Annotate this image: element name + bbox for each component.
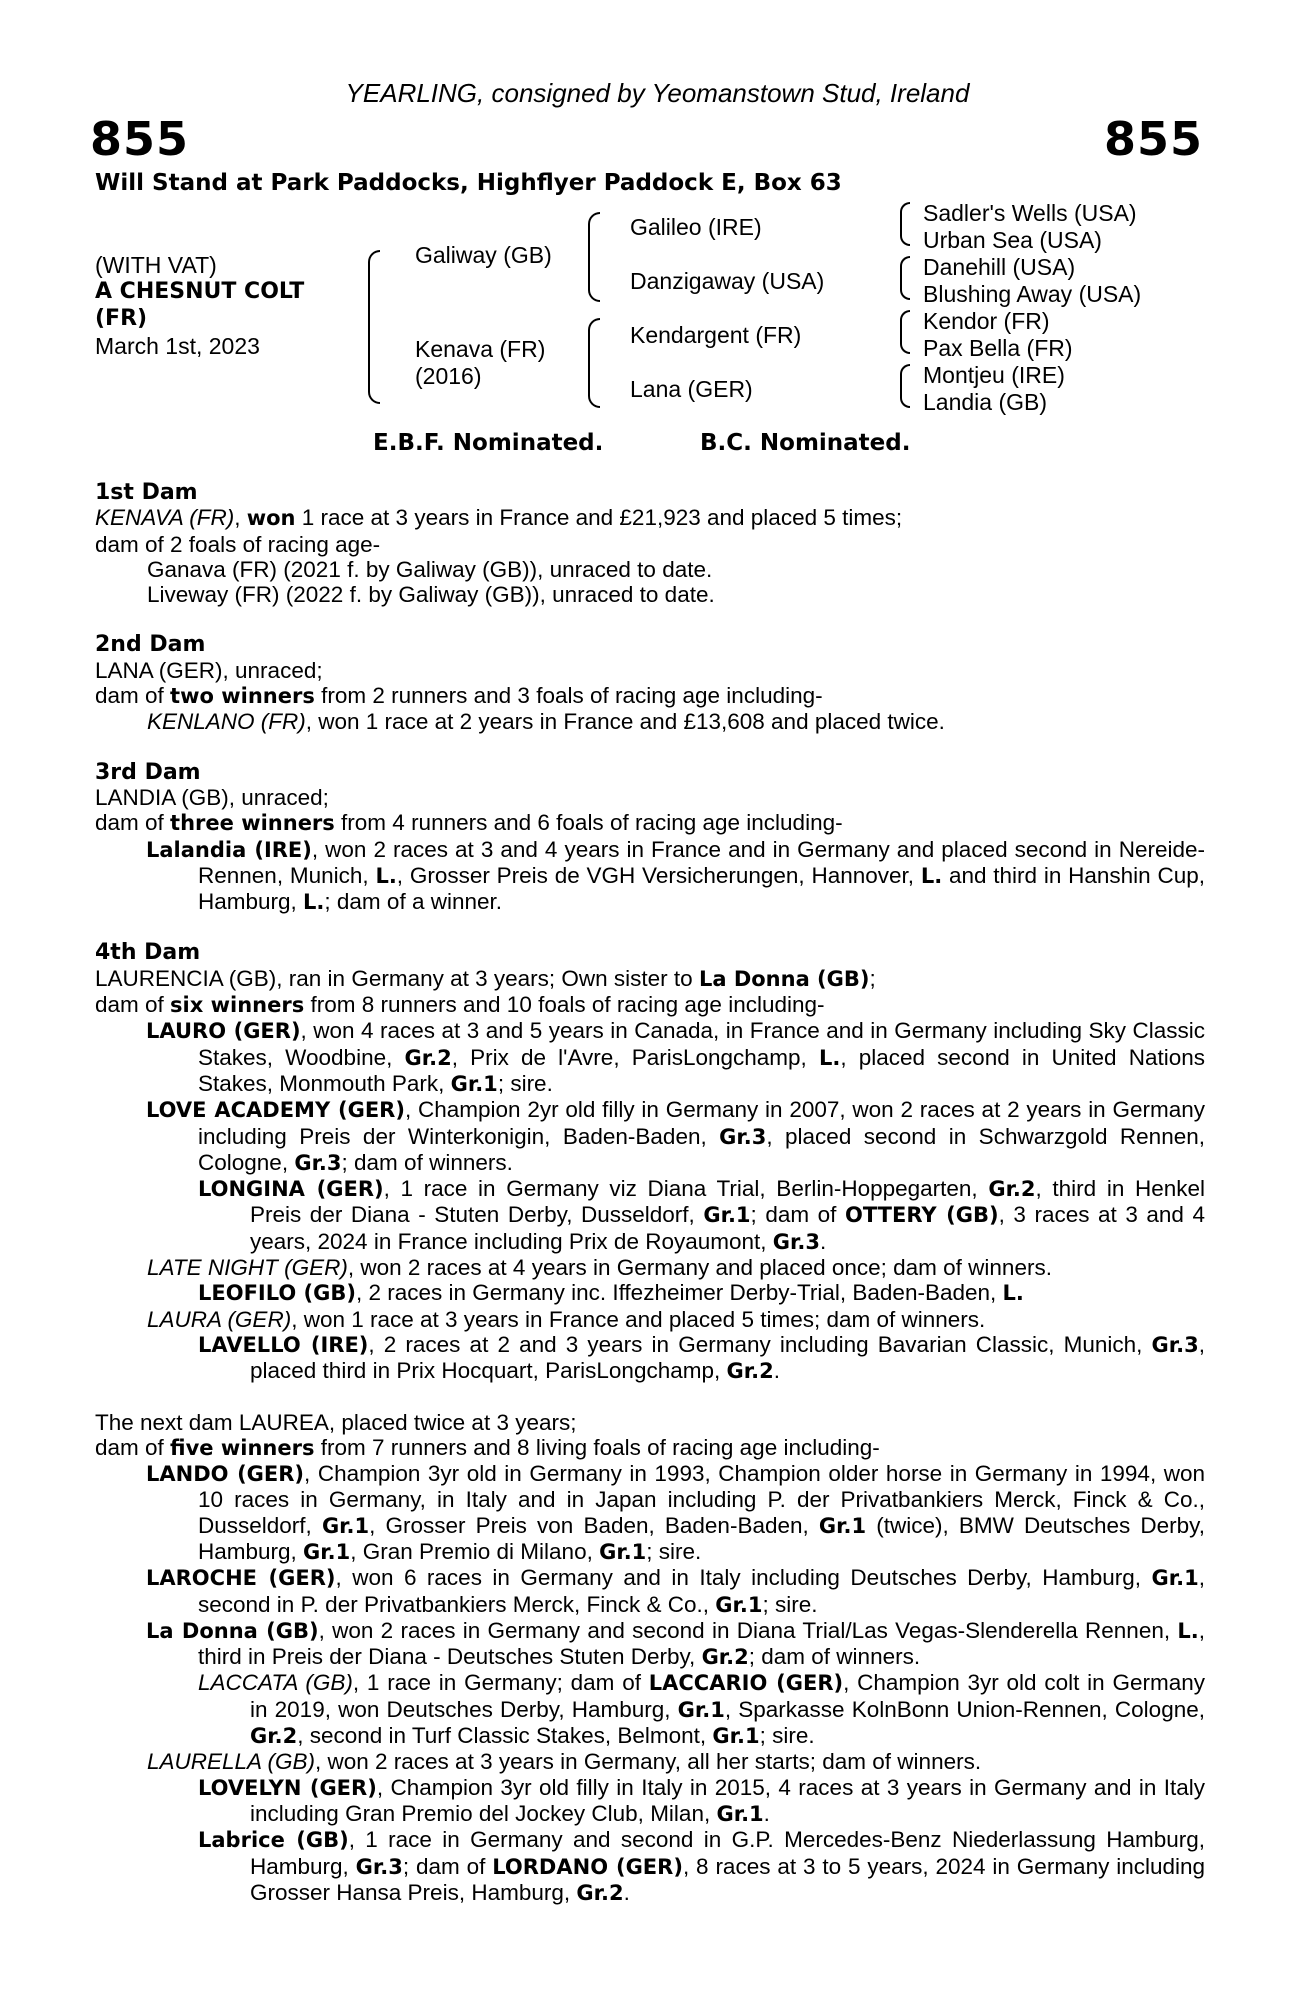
produce-entry: LACCATA (GB), 1 race in Germany; dam of LACCARIO (GER), Champion 3yr old colt in Germany in 2019, won Deutsches Derby, Hamburg, Gr.1, Sparkasse KolnBonn Union-Rennen, Cologne, Gr.2, second in Turf Classic Stakes, Belmont, Gr.1; sire.: [198, 1670, 1205, 1749]
produce-entry: Labrice (GB), 1 race in Germany and second in G.P. Mercedes-Benz Niederlassung Hamburg, Hamburg, Gr.3; dam of LORDANO (GER), 8 races at 3 to 5 years, 2024 in Germany including Grosser Hansa Preis, Hamburg, Gr.2.: [198, 1827, 1206, 1905]
pedigree-dam-dam: Lana (GER): [630, 376, 753, 402]
foal-entry: Ganava (FR) (2021 f. by Galiway (GB)), unraced to date.: [147, 556, 713, 582]
second-dam-heading: 2nd Dam: [95, 632, 206, 658]
produce-entry: La Donna (GB), won 2 races in Germany and second in Diana Trial/Las Vegas-Slenderella Rennen, L., third in Preis der Diana - Deutsches Stuten Derby, Gr.2; dam of winners.: [146, 1617, 1205, 1670]
first-dam-heading: 1st Dam: [95, 480, 198, 505]
catalogue-subtitle: YEARLING, consigned by Yeomanstown Stud, Ireland: [345, 78, 970, 108]
pedigree-brace-ds: [900, 310, 910, 354]
pedigree-dss: Kendor (FR): [923, 308, 1050, 334]
pedigree-brace-dd: [900, 364, 910, 408]
pedigree-brace-sd: [900, 256, 910, 300]
produce-entry: Lalandia (IRE), won 2 races at 3 and 4 years in France and in Germany and placed second in Nereide-Rennen, Munich, L., Grosser Preis de VGH Versicherungen, Hannover, L. and third in Hanshin Cup, Hamburg, L.; dam of a winner.: [146, 836, 1206, 915]
pedigree-brace-sire: [588, 212, 600, 302]
horse-name-country: (FR): [95, 306, 148, 331]
pedigree-sss: Sadler's Wells (USA): [923, 200, 1137, 226]
pedigree-dam-year: (2016): [415, 363, 482, 389]
date-of-birth: March 1st, 2023: [95, 333, 260, 359]
fourth-dam-heading: 4th Dam: [95, 940, 201, 966]
produce-entry: LATE NIGHT (GER), won 2 races at 4 years in Germany and placed once; dam of winners.: [147, 1255, 1052, 1281]
pedigree-sire: Galiway (GB): [415, 242, 552, 268]
pedigree-brace-gen1: [368, 250, 380, 404]
produce-entry: LOVE ACADEMY (GER), Champion 2yr old filly in Germany in 2007, won 2 races at 2 years in Germany including Preis der Winterkonigin, Baden-Baden, Gr.3, placed second in Schwarzgold Rennen, Cologne, Gr.3; dam of winners.: [146, 1097, 1206, 1175]
fourth-dam-line1: LAURENCIA (GB), ran in Germany at 3 years; Own sister to La Donna (GB);: [95, 965, 876, 991]
bc-nomination: B.C. Nominated.: [700, 430, 911, 456]
next-dam-line2: dam of five winners from 7 runners and 8 living foals of racing age including-: [95, 1434, 880, 1460]
fourth-dam-line2: dam of six winners from 8 runners and 10 foals of racing age including-: [95, 992, 825, 1018]
pedigree-sds: Danehill (USA): [923, 254, 1076, 280]
first-dam-line2: dam of 2 foals of racing age-: [95, 531, 381, 557]
produce-entry: LAROCHE (GER), won 6 races in Germany and in Italy including Deutsches Derby, Hamburg, Gr.1, second in P. der Privatbankiers Merck, Finck & Co., Gr.1; sire.: [146, 1565, 1205, 1617]
produce-entry: LANDO (GER), Champion 3yr old in Germany in 1993, Champion older horse in Germany in 1994, won 10 races in Germany, in Italy and in Japan including P. der Privatbankiers Merck, Finck & Co., Dusseldorf, Gr.1, Grosser Preis von Baden, Baden-Baden, Gr.1 (twice), BMW Deutsches Derby, Hamburg, Gr.1, Gran Premio di Milano, Gr.1; sire.: [146, 1461, 1205, 1564]
horse-name: A CHESNUT COLT: [95, 279, 305, 304]
next-dam-line1: The next dam LAUREA, placed twice at 3 years;: [95, 1409, 577, 1435]
dam-produce-record: [95, 480, 1205, 1906]
third-dam-line1: LANDIA (GB), unraced;: [95, 784, 329, 810]
produce-entry: LAURELLA (GB), won 2 races at 3 years in Germany, all her starts; dam of winners.: [147, 1749, 982, 1775]
pedigree-dds: Montjeu (IRE): [923, 362, 1065, 388]
second-dam-line1: LANA (GER), unraced;: [95, 657, 323, 683]
first-dam-name: KENAVA (FR): [95, 505, 235, 531]
produce-entry: LONGINA (GER), 1 race in Germany viz Diana Trial, Berlin-Hoppegarten, Gr.2, third in Henkel Preis der Diana - Stuten Derby, Dusseldorf, Gr.1; dam of OTTERY (GB), 3 races at 3 and 4 years, 2024 in France including Prix de Royaumont, Gr.3.: [198, 1176, 1206, 1254]
vat-note: (WITH VAT): [95, 252, 217, 278]
lot-number-left: 855: [90, 112, 190, 166]
produce-entry: LAURO (GER), won 4 races at 3 and 5 years in Canada, in France and in Germany including Sky Classic Stakes, Woodbine, Gr.2, Prix de l'Avre, ParisLongchamp, L., placed second in United Nations Stakes, Monmouth Park, Gr.1; sire.: [146, 1018, 1205, 1096]
produce-entry: LAURA (GER), won 1 race at 3 years in France and placed 5 times; dam of winners.: [147, 1306, 986, 1332]
first-dam-line: KENAVA (FR), won 1 race at 3 years in France and £21,923 and placed 5 times;: [95, 505, 903, 531]
lot-number-right: 855: [1103, 112, 1203, 166]
pedigree-brace-dam: [588, 318, 600, 408]
pedigree-ddd: Landia (GB): [923, 389, 1048, 415]
pedigree-sire-dam: Danzigaway (USA): [630, 268, 825, 294]
pedigree-ssd: Urban Sea (USA): [923, 227, 1102, 253]
ebf-nomination: E.B.F. Nominated.: [373, 430, 604, 456]
third-dam-heading: 3rd Dam: [95, 759, 201, 785]
produce-entry: LOVELYN (GER), Champion 3yr old filly in Italy in 2015, 4 races at 3 years in Germany and in Italy including Gran Premio del Jockey Club, Milan, Gr.1.: [198, 1774, 1206, 1826]
second-dam-line2: dam of two winners from 2 runners and 3 foals of racing age including-: [95, 683, 823, 709]
produce-entry: LEOFILO (GB), 2 races in Germany inc. Iffezheimer Derby-Trial, Baden-Baden, L.: [198, 1280, 1024, 1306]
won-label: won: [246, 506, 296, 531]
pedigree-dam: Kenava (FR): [415, 336, 546, 362]
pedigree-dam-sire: Kendargent (FR): [630, 322, 802, 348]
first-dam-text: 1 race at 3 years in France and £21,923 and placed 5 times;: [295, 505, 903, 531]
foal-entry: Liveway (FR) (2022 f. by Galiway (GB)), unraced to date.: [147, 582, 715, 608]
third-dam-line2: dam of three winners from 4 runners and 6 foals of racing age including-: [95, 810, 843, 836]
produce-entry: KENLANO (FR), won 1 race at 2 years in France and £13,608 and placed twice.: [147, 709, 945, 735]
pedigree-sire-sire: Galileo (IRE): [630, 214, 762, 240]
pedigree-sdd: Blushing Away (USA): [923, 281, 1142, 307]
pedigree-brace-ss: [900, 202, 910, 246]
pedigree-dsd: Pax Bella (FR): [923, 335, 1073, 361]
stand-location: Will Stand at Park Paddocks, Highflyer Paddock E, Box 63: [95, 170, 842, 196]
produce-entry: LAVELLO (IRE), 2 races at 2 and 3 years in Germany including Bavarian Classic, Munich, Gr.3, placed third in Prix Hocquart, ParisLongchamp, Gr.2.: [198, 1331, 1205, 1384]
